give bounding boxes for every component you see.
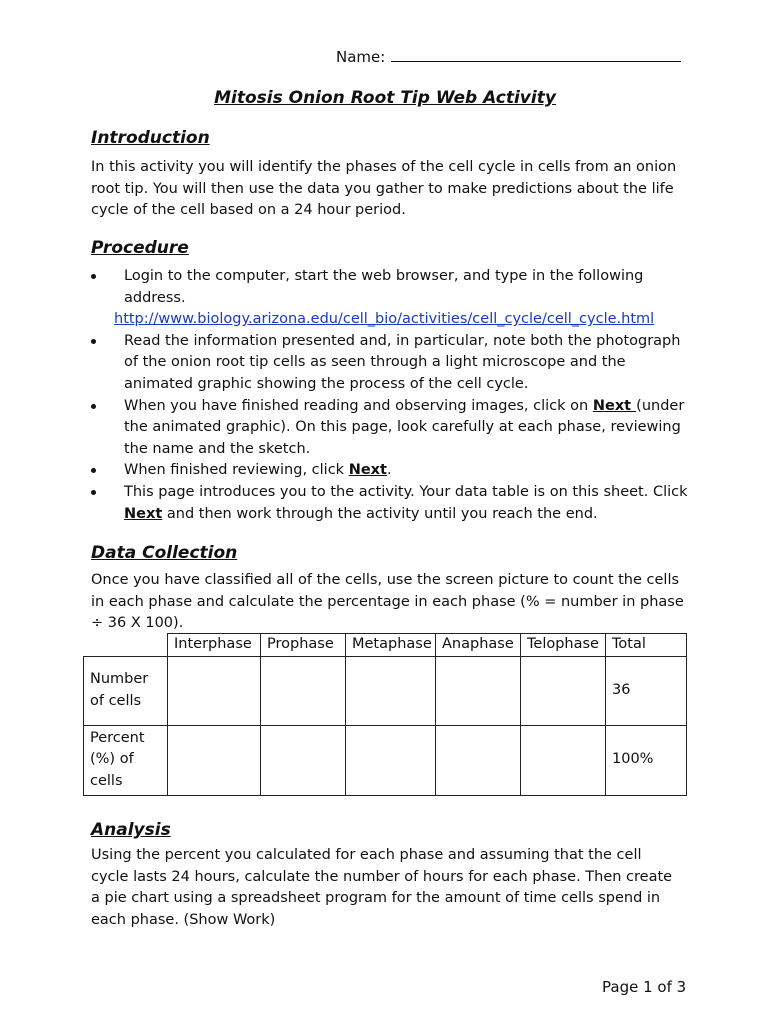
data-collection-text: Once you have classified all of the cells, use the screen picture to count the cells in each phase and calculate the percentage in each phase (% = number in phase ÷ 36 X 100). [91,572,684,632]
next-link[interactable]: Next [348,462,387,479]
procedure-list [91,266,691,525]
data-entry-cell[interactable] [346,656,436,725]
procedure-step: When finished reviewing, click Next. [91,460,691,482]
name-label: Name: [336,48,386,66]
table-header-cell [84,634,168,657]
data-entry-cell[interactable] [168,725,261,795]
data-entry-cell[interactable] [521,656,606,725]
page-number: Page 1 of 3 [602,978,687,996]
data-entry-cell[interactable] [436,725,521,795]
analysis-heading: Analysis [91,820,171,840]
table-header-cell: Total [606,634,687,657]
document-title: Mitosis Onion Root Tip Web Activity [214,88,556,108]
procedure-step: Read the information presented and, in particular, note both the photograph of the onion root tip cells as seen through a light microscope and the animated graphic showing the process of the cell cycle. [91,331,691,396]
name-blank-line[interactable] [391,47,681,62]
analysis-text: Using the percent you calculated for each phase and assuming that the cell cycle lasts 24 hours, calculate the number of hours for each phase. Then create a pie chart using a spreadsheet program for the amount of time cells spend in each phase. (Show Work) [91,847,673,928]
data-table [83,633,687,796]
data-entry-cell[interactable] [261,656,346,725]
total-cell: 100% [606,725,687,795]
table-row [84,656,687,725]
name-field[interactable] [336,47,681,69]
table-header-cell: Prophase [261,634,346,657]
table-header-cell: Anaphase [436,634,521,657]
row-label: Percent (%) of cells [84,725,168,795]
table-header-cell: Telophase [521,634,606,657]
data-entry-cell[interactable] [346,725,436,795]
table-row [84,725,687,795]
data-entry-cell[interactable] [261,725,346,795]
table-header-row [84,634,687,657]
data-entry-cell[interactable] [168,656,261,725]
procedure-step: When you have finished reading and observing images, click on Next (under the animated graphic). On this page, look carefully at each phase, reviewing the name and the sketch. [91,396,691,461]
data-entry-cell[interactable] [521,725,606,795]
introduction-text: In this activity you will identify the phases of the cell cycle in cells from an onion root tip. You will then use the data you gather to make predictions about the life cycle of the cell based on a 24 hour period. [91,159,677,219]
table-header-cell: Metaphase [346,634,436,657]
data-collection-heading: Data Collection [91,543,238,563]
row-label: Number of cells [84,656,168,725]
cell-cycle-url-link[interactable]: http://www.biology.arizona.edu/cell_bio/activities/cell_cycle/cell_cycle.html [114,311,655,327]
procedure-step: This page introduces you to the activity. Your data table is on this sheet. Click Next and then work through the activity until you reach the end. [91,482,691,525]
procedure-step: Login to the computer, start the web browser, and type in the following address. [91,266,691,331]
data-entry-cell[interactable] [436,656,521,725]
next-link[interactable]: Next [124,505,163,522]
introduction-heading: Introduction [91,128,210,148]
table-header-cell: Interphase [168,634,261,657]
procedure-heading: Procedure [91,238,189,258]
next-link[interactable]: Next [592,397,637,414]
total-cell: 36 [606,656,687,725]
